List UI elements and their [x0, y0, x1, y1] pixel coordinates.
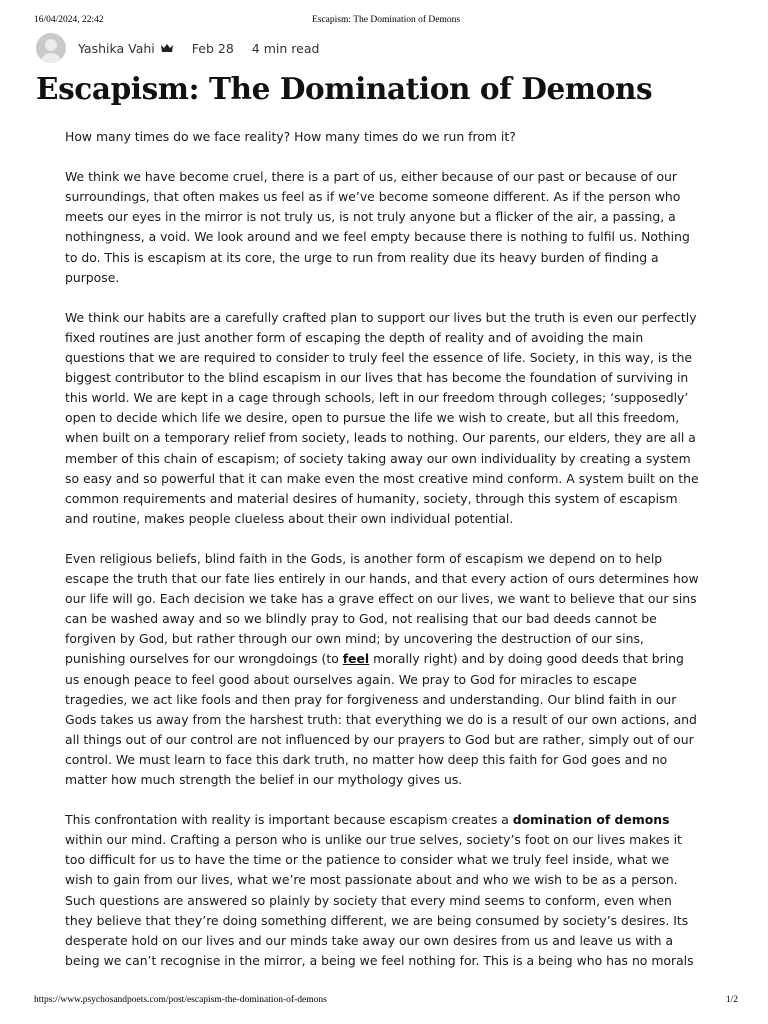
print-page-title: Escapism: The Domination of Demons — [311, 15, 461, 25]
paragraph-5-text-after: within our mind. Crafting a person who is unlike our true selves, society’s foot on our lives makes it too difficult for us to have the time or the patience to consider what we truly feel inside, what we wish to gain from our lives, what we’re most passionate about and who we wish to be as a person. Such questions are answered so plainly by society that every mind seems to conform, even when they believe that they’re doing something different, we are being consumed by society’s desires. Its desperate hold on our lives and our minds take away our own desires from us and leave us with a being we can’t recognise in the mirror, a being we feel nothing for. This is a being who has no morals — [65, 832, 694, 968]
paragraph-4 — [65, 549, 700, 790]
paragraph-1: How many times do we face reality? How many times do we run from it? — [65, 129, 516, 144]
print-header — [34, 15, 738, 29]
author-bar — [36, 33, 319, 63]
feel-link[interactable]: feel — [342, 651, 370, 667]
paragraph-2: We think we have become cruel, there is a part of us, either because of our past or because of our surroundings, that often makes us feel as if we’ve become someone different. As if the person who meets our eyes in the mirror is not truly us, is not truly anyone but a flicker of the air, a passing, a nothingness, a void. We look around and we feel empty because there is nothing to fulfil us. Nothing to do. This is escapism at its core, the urge to run from reality due its heavy burden of finding a purpose. — [65, 169, 690, 285]
avatar-icon[interactable] — [36, 33, 66, 63]
article-body — [65, 127, 700, 991]
print-datetime: 16/04/2024, 22:42 — [34, 15, 104, 25]
print-page-number: 1/2 — [725, 995, 738, 1005]
crown-icon — [160, 43, 174, 53]
post-date: Feb 28 — [191, 40, 234, 56]
paragraph-4-text-before: Even religious beliefs, blind faith in the Gods, is another form of escapism we depend on to help escape the truth that our fate lies entirely in our hands, and that every action of ours determines how our life will go. Each decision we take has a grave effect on our lives, we want to believe that our sins can be washed away and so we blindly pray to God, not realising that our bad deeds cannot be forgiven by God, but rather through our own mind; by uncovering the destruction of our sins, punishing ourselves for our wrongdoings (to — [65, 550, 699, 667]
print-footer — [34, 995, 738, 1009]
paragraph-5-text-before: This confrontation with reality is important because escapism creates a — [65, 812, 513, 828]
article-title: Escapism: The Domination of Demons — [36, 71, 653, 106]
paragraph-3: We think our habits are a carefully crafted plan to support our lives but the truth is even our perfectly fixed routines are just another form of escaping the depth of reality and of avoiding the main questions that we are required to consider to truly feel the essence of life. Society, in this way, is the biggest contributor to the blind escapism in our lives that has become the foundation of surviving in this world. We are kept in a cage through schools, left in our freedom through colleges; ‘supposedly’ open to decide which life we desire, open to pursue the life we wish to create, but all this freedom, when built on a temporary relief from society, leads to nothing. Our parents, our elders, they are all a member of this chain of escapism; of society taking away our own individuality by creating a system so easy and so powerful that it can make even the most creative mind conform. A system built on the common requirements and material desires of humanity, society, through this system of escapism and routine, makes people clueless about their own individual potential. — [65, 309, 699, 526]
domination-of-demons-link[interactable]: domination of demons — [512, 812, 670, 828]
read-time: 4 min read — [251, 40, 320, 56]
paragraph-4-text-after: morally right) and by doing good deeds that bring us enough peace to feel good about ourselves again. We pray to God for miracles to escape tragedies, we act like fools and then pray for forgiveness and understanding. Our blind faith in our Gods takes us away from the harshest truth: that everything we do is a result of our own actions, and all things out of our control are not influenced by our prayers to God but are rather, simply out of our control. We must learn to face this dark truth, no matter how deep this faith for God goes and no matter how much strength the belief in our mythology gives us. — [65, 651, 697, 787]
print-url: https://www.psychosandpoets.com/post/escapism-the-domination-of-demons — [34, 995, 327, 1005]
paragraph-5 — [65, 810, 700, 971]
author-name[interactable]: Yashika Vahi — [78, 40, 155, 56]
